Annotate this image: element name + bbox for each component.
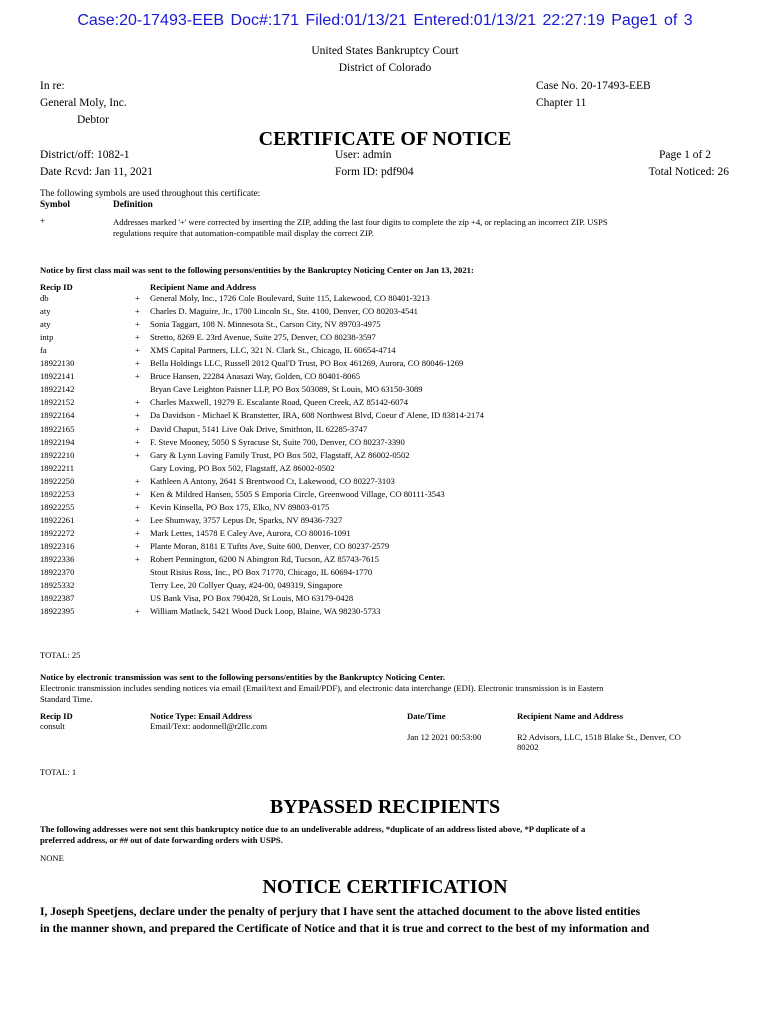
certification-text: I, Joseph Speetjens, declare under the penalty of perjury that I have sent the attached document to the above listed entities [40,906,641,918]
recipient-address: David Chaput, 5141 Live Oak Drive, Smithton, IL 62285-3747 [150,423,368,434]
recipient-address: Da Davidson - Michael K Branstetter, IRA, 608 Northwest Blvd, Coeur d' Alene, ID 83814-2174 [150,410,484,421]
recip-id: 18922261 [40,514,75,525]
zip-corrected-marker: + [135,554,140,564]
page-title: CERTIFICATE OF NOTICE [258,128,512,150]
recipient-address: Sonia Taggart, 108 N. Minnesota St., Carson City, NV 89703-4975 [150,319,381,330]
definition-header: Definition [113,200,153,210]
recipient-address: F. Steve Mooney, 5050 S Syracuse St, Suite 700, Denver, CO 80237-3390 [150,436,405,447]
notice-type-header: Notice Type: Email Address [150,711,252,721]
recip-id: 18922250 [40,475,75,486]
zip-corrected-marker: + [135,540,140,551]
recip-id: 18922395 [40,606,75,617]
recipient-address-header: Recipient Name and Address [150,282,257,292]
recip-id-header: Recip ID [40,282,73,292]
recipient-address: Bruce Hansen, 22284 Anasazi Way, Golden, CO 80401-8065 [150,371,361,382]
court-name: United States Bankruptcy Court [311,45,459,57]
zip-corrected-marker: + [135,423,140,434]
zip-corrected-marker: + [135,293,140,303]
court-district: District of Colorado [338,62,432,74]
recip-id: fa [40,345,47,356]
electronic-date: Jan 12 2021 00:53:00 [407,732,482,742]
bypassed-text: The following addresses were not sent this bankruptcy notice due to an undeliverable address, *duplicate of an address listed above, *P duplicate of a [40,824,586,834]
recipient-address: Charles Maxwell, 19279 E. Escalante Road, Queen Creek, AZ 85142-6074 [150,397,408,408]
zip-corrected-marker: + [135,345,140,356]
bypassed-title: BYPASSED RECIPIENTS [269,796,501,818]
electronic-description: Standard Time. [40,694,93,704]
recip-id: 18922164 [40,410,75,421]
symbols-intro: The following symbols are used throughout this certificate: [40,189,261,199]
form-id: Form ID: pdf904 [335,166,414,178]
recip-id: db [40,293,49,303]
date-time-header: Date/Time [407,711,446,721]
recip-id: aty [40,306,51,317]
recipient-address: Lee Shumway, 3757 Lepus Dr, Sparks, NV 89436-7327 [150,514,343,525]
recipient-address: Kevin Kinsella, PO Box 175, Elko, NV 89803-0175 [150,501,330,512]
page-count: Page 1 of 2 [658,149,711,161]
recip-id: 18922316 [40,540,75,551]
bypassed-none: NONE [40,853,64,863]
zip-corrected-marker: + [135,475,140,486]
zip-corrected-marker: + [135,501,140,512]
recip-id: 18922211 [40,462,75,473]
recipient-name-header: Recipient Name and Address [517,711,624,721]
recip-id: 18922152 [40,397,75,408]
zip-corrected-marker: + [135,332,140,343]
certification-text: in the manner shown, and prepared the Certificate of Notice and that it is true and correct to the best of my information and [40,923,650,935]
recip-id: 18922210 [40,449,75,460]
total-noticed: Total Noticed: 26 [648,166,729,178]
electronic-section-heading: Notice by electronic transmission was sent to the following persons/entities by the Bankruptcy Noticing Center. [40,672,446,682]
recipient-address: Bryan Cave Leighton Paisner LLP, PO Box 503089, St Louis, MO 63150-3089 [150,384,423,395]
recipient-address: Mark Lettes, 14578 E Caley Ave, Aurora, CO 80016-1091 [150,527,351,538]
electronic-recipient-name: 80202 [517,742,539,752]
recipient-address: Gary Loving, PO Box 502, Flagstaff, AZ 86002-0502 [150,462,335,473]
recip-id: 18922130 [40,358,75,369]
electronic-email: Email/Text: aodonnell@r2llc.com [150,721,268,731]
recip-id: 18922255 [40,501,75,512]
recip-id: 18922387 [40,593,75,604]
recipient-address: William Matlack, 5421 Wood Duck Loop, Blaine, WA 98230-5733 [150,606,381,617]
zip-corrected-marker: + [135,319,140,330]
zip-corrected-marker: + [135,488,140,499]
zip-corrected-marker: + [135,606,140,617]
zip-corrected-marker: + [135,371,140,382]
recip-id: 18922142 [40,384,75,395]
recip-id: 18922253 [40,488,75,499]
recip-id: 18922141 [40,371,75,382]
zip-corrected-marker: + [135,449,140,460]
symbol-plus: + [40,217,46,227]
recipient-address: Charles D. Maguire, Jr., 1700 Lincoln St., Ste. 4100, Denver, CO 80203-4541 [150,306,418,317]
definition-line: Addresses marked '+' were corrected by inserting the ZIP, adding the last four digits to complete the zip +4, or replacing an incorrect ZIP. USPS [113,217,608,227]
recipient-address: Plante Moran, 8181 E Tuftts Ave, Suite 600, Denver, CO 80237-2579 [150,540,390,551]
recipient-address: Ken & Mildred Hansen, 5505 S Emporia Circle, Greenwood Village, CO 80111-3543 [150,488,445,499]
chapter: Chapter 11 [536,97,587,109]
zip-corrected-marker: + [135,527,140,538]
recipient-address: Gary & Lynn Loving Family Trust, PO Box 502, Flagstaff, AZ 86002-0502 [150,449,410,460]
mail-total: TOTAL: 25 [40,650,81,660]
recip-id: 18922165 [40,423,75,434]
recip-id: aty [40,319,51,330]
zip-corrected-marker: + [135,358,140,369]
debtor-name: General Moly, Inc. [40,97,127,109]
recip-id: 18922370 [40,567,75,578]
symbol-header: Symbol [40,200,70,210]
electronic-recip-id-header: Recip ID [40,711,73,721]
recip-id: 18922336 [40,554,75,564]
recipient-address: General Moly, Inc., 1726 Cole Boulevard, Suite 115, Lakewood, CO 80401-3213 [150,293,430,303]
court-filing-stamp: Case:20-17493-EEB Doc#:171 Filed:01/13/21 Entered:01/13/21 22:27:19 Page1 of 3 [77,12,693,29]
electronic-total: TOTAL: 1 [40,767,77,777]
recipient-address: Stretto, 8269 E. 23rd Avenue, Suite 275, Denver, CO 80238-3597 [150,332,376,343]
recip-id: intp [40,332,54,343]
case-number: Case No. 20-17493-EEB [536,80,651,92]
debtor-label: Debtor [77,114,109,126]
zip-corrected-marker: + [135,436,140,447]
recip-id: 18922194 [40,436,75,447]
electronic-description: Electronic transmission includes sending notices via email (Email/text and Email/PDF), and electronic data interchange (EDI). Electronic transmission is in Eastern [40,683,604,693]
certification-title: NOTICE CERTIFICATION [262,876,508,898]
definition-line: regulations require that automation-compatible mail display the correct ZIP. [113,228,374,238]
bypassed-text: preferred address, or ## out of date forwarding orders with USPS. [40,835,283,845]
zip-corrected-marker: + [135,410,140,421]
electronic-recip-id: consult [40,721,65,731]
recipient-address: Stout Risius Ross, Inc., PO Box 71770, Chicago, IL 60694-1770 [150,567,373,578]
recipient-address: US Bank Visa, PO Box 790428, St Louis, MO 63179-0428 [150,593,354,604]
zip-corrected-marker: + [135,514,140,525]
recipient-address: XMS Capital Partners, LLC, 321 N. Clark St., Chicago, IL 60654-4714 [150,345,396,356]
recipient-address: Robert Pennington, 6200 N Abington Rd, Tucson, AZ 85743-7615 [150,554,379,564]
in-re-label: In re: [40,80,65,92]
date-received: Date Rcvd: Jan 11, 2021 [40,166,153,178]
recip-id: 18925332 [40,580,75,591]
mail-section-heading: Notice by first class mail was sent to the following persons/entities by the Bankruptcy Noticing Center on Jan 13, 2021: [40,265,474,275]
recipient-address: Bella Holdings LLC, Russell 2012 Qual'D Trust, PO Box 461269, Aurora, CO 80046-1269 [150,358,464,369]
recipient-address: Terry Lee, 20 Collyer Quay, #24-00, 049319, Singapore [150,580,343,591]
zip-corrected-marker: + [135,306,140,317]
user: User: admin [335,149,392,161]
recipient-address: Kathleen A Antony, 2641 S Brentwood Ct, Lakewood, CO 80227-3103 [150,475,395,486]
zip-corrected-marker: + [135,397,140,408]
electronic-recipient-name: R2 Advisors, LLC, 1518 Blake St., Denver, CO [517,732,681,742]
recip-id: 18922272 [40,527,75,538]
district-office: District/off: 1082-1 [40,149,130,161]
